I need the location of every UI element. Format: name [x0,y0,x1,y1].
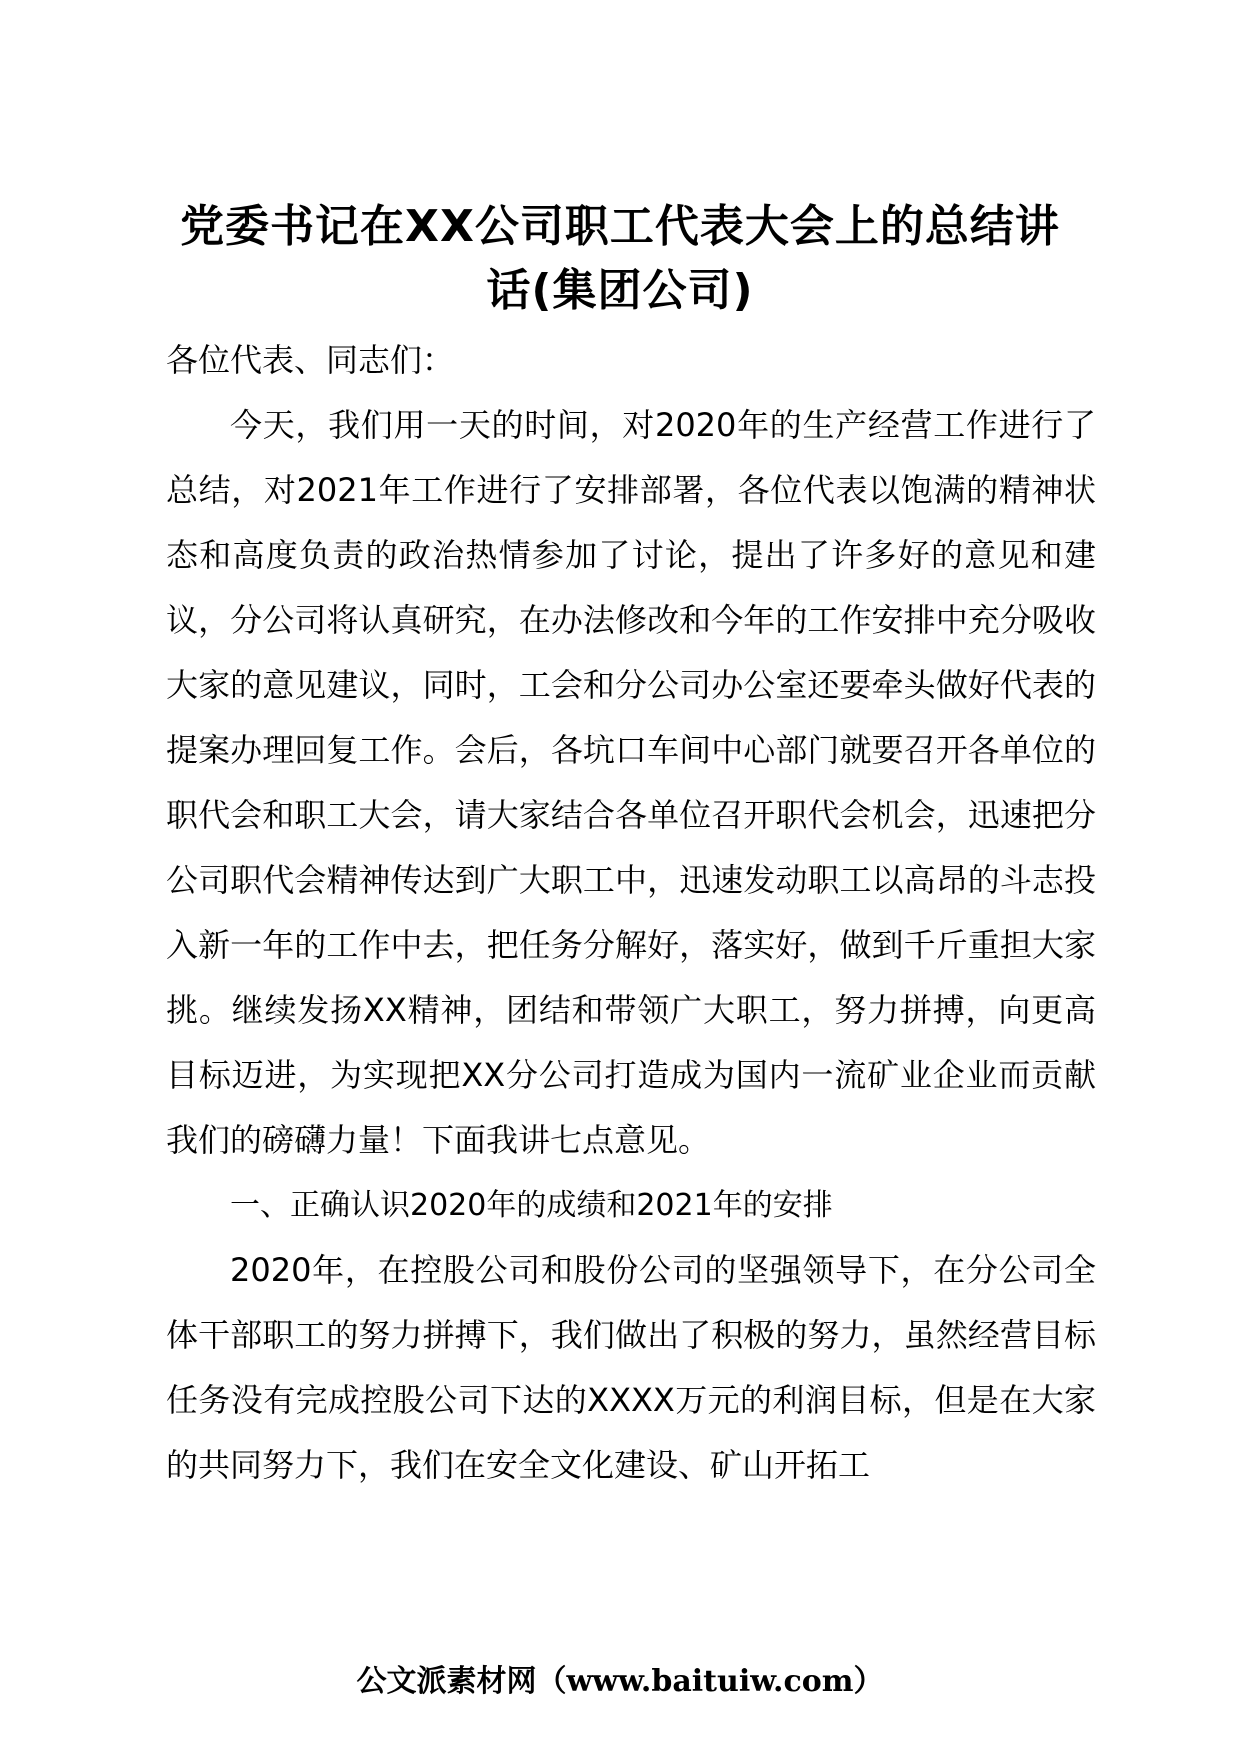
section-paragraph: 2020年，在控股公司和股份公司的坚强领导下，在分公司全体干部职工的努力拼搏下，我们做出了积极的努力，虽然经营目标任务没有完成控股公司下达的XXXX万元的利润目标，但是在大家的共同努力下，我们在安全文化建设、矿山开拓工 [166,1251,1096,1484]
section-heading: 一、正确认识2020年的成绩和2021年的安排 [230,1188,833,1223]
body-paragraph: 今天，我们用一天的时间，对2020年的生产经营工作进行了总结，对2021年工作进行了安排部署，各位代表以饱满的精神状态和高度负责的政治热情参加了讨论，提出了许多好的意见和建议，分公司将认真研究，在办法修改和今年的工作安排中充分吸收大家的意见建议，同时，工会和分公司办公室还要牵头做好代表的提案办理回复工作。会后，各坑口车间中心部门就要召开各单位的职代会和职工大会，请大家结合各单位召开职代会机会，迅速把分公司职代会精神传达到广大职工中，迅速发动职工以高昂的斗志投入新一年的工作中去，把任务分解好，落实好，做到千斤重担大家挑。继续发扬XX精神，团结和带领广大职工，努力拼搏，向更高目标迈进，为实现把XX分公司打造成为国内一流矿业企业而贡献我们的磅礴力量！下面我讲七点意见。 [166,406,1096,1159]
footer-watermark-text: 公文派素材网（www.baituiw.com） [356,1664,884,1699]
salutation: 各位代表、同志们： [166,341,455,379]
document-body [166,328,1096,1498]
document-title: 党委书记在XX公司职工代表大会上的总结讲话(集团公司) [180,201,1060,316]
